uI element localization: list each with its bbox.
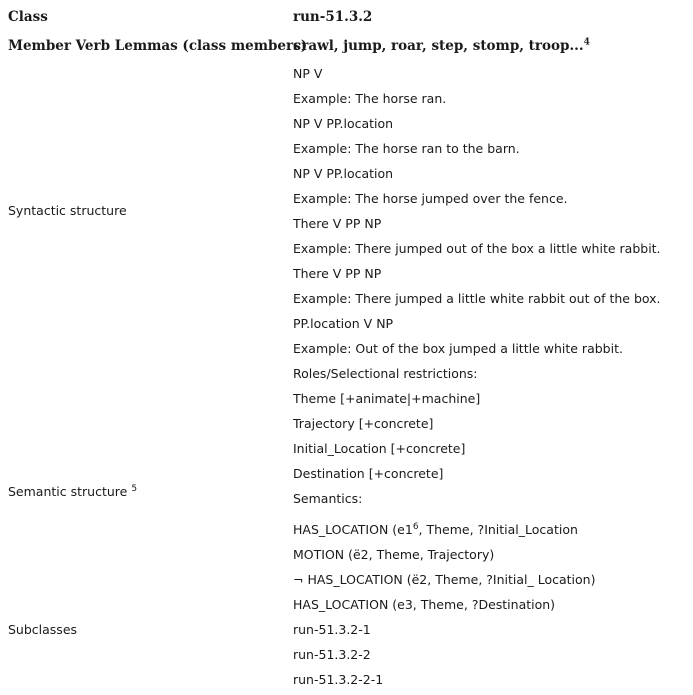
syntax-frame: NP V	[293, 66, 323, 81]
syntax-example: Example: There jumped out of the box a little white rabbit.	[293, 241, 661, 256]
footnote-ref-5: 5	[131, 483, 138, 494]
subclasses-label: Subclasses	[8, 622, 78, 637]
semantic-structure-text: Semantic structure	[8, 484, 128, 499]
syntax-frame: NP V PP.location	[293, 116, 394, 131]
semantic-predicate	[293, 522, 578, 537]
role-item: Trajectory [+concrete]	[293, 416, 434, 431]
role-item: Initial_Location [+concrete]	[293, 441, 466, 456]
semantic-predicate: MOTION (ë2, Theme, Trajectory)	[293, 547, 495, 562]
footnote-ref-6: 6	[412, 521, 419, 532]
semantics-heading: Semantics:	[293, 491, 363, 506]
syntax-example: Example: There jumped a little white rabbit out of the box.	[293, 291, 661, 306]
members-value	[293, 38, 590, 54]
predicate-text: HAS_LOCATION (e1	[293, 522, 413, 537]
members-text: crawl, jump, roar, step, stomp, troop...	[293, 38, 584, 54]
semantic-structure-label	[8, 484, 137, 499]
subclass-item: run-51.3.2-2	[293, 647, 371, 662]
syntax-frame: PP.location V NP	[293, 316, 394, 331]
semantic-predicate: ¬ HAS_LOCATION (ë2, Theme, ?Initial_ Location)	[293, 572, 596, 587]
role-item: Theme [+animate|+machine]	[293, 391, 481, 406]
syntax-frame: NP V PP.location	[293, 166, 394, 181]
roles-heading: Roles/Selectional restrictions:	[293, 366, 478, 381]
syntax-frame: There V PP NP	[293, 216, 382, 231]
syntax-example: Example: The horse ran to the barn.	[293, 141, 520, 156]
subclass-item: run-51.3.2-2-1	[293, 672, 384, 687]
role-item: Destination [+concrete]	[293, 466, 444, 481]
syntax-frame: There V PP NP	[293, 266, 382, 281]
class-value: run-51.3.2	[293, 9, 373, 25]
syntax-example: Example: The horse ran.	[293, 91, 447, 106]
syntax-example: Example: The horse jumped over the fence.	[293, 191, 568, 206]
subclass-item: run-51.3.2-1	[293, 622, 371, 637]
members-label: Member Verb Lemmas (class members)	[8, 38, 308, 54]
predicate-args: , Theme, ?Initial_Location	[418, 522, 578, 537]
syntax-example: Example: Out of the box jumped a little white rabbit.	[293, 341, 623, 356]
footnote-ref-4: 4	[583, 37, 590, 48]
syntactic-structure-label: Syntactic structure	[8, 203, 127, 218]
semantic-predicate: HAS_LOCATION (e3, Theme, ?Destination)	[293, 597, 556, 612]
class-label: Class	[8, 9, 48, 25]
